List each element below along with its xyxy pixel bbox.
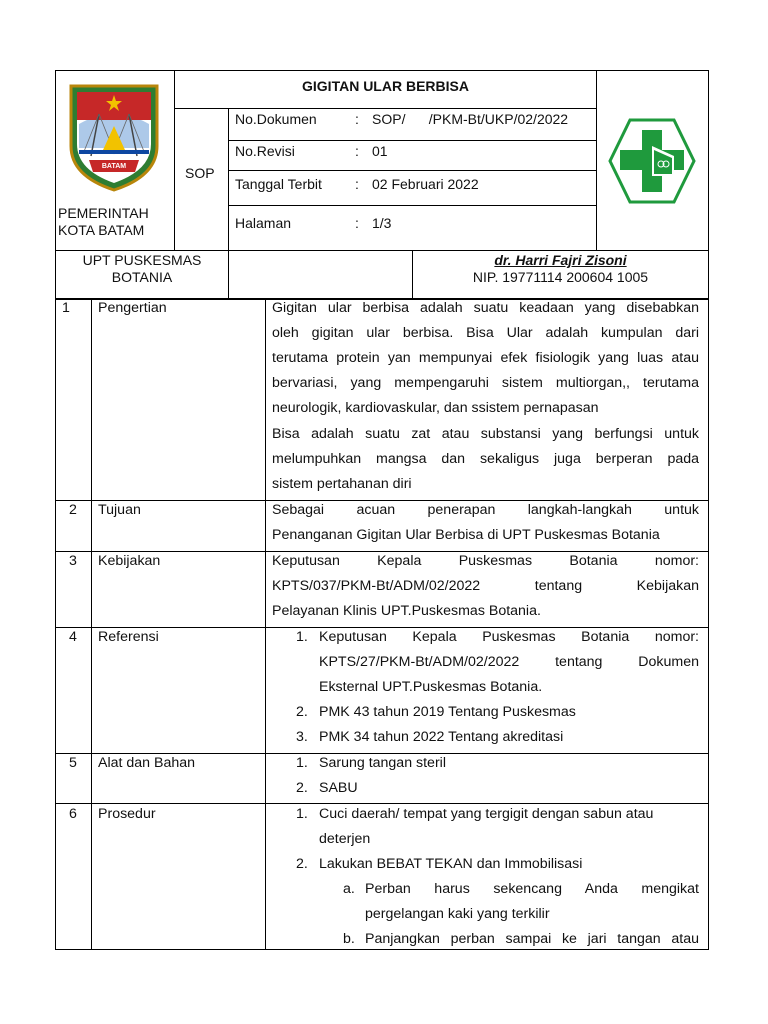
list-item-text: SABU (319, 780, 358, 796)
row-text: KPTS/037/PKM-Bt/ADM/02/2022 tentang Kebijakan (272, 578, 699, 594)
row-title: Alat dan Bahan (98, 755, 196, 771)
list-marker: 3. (296, 729, 308, 745)
field-value-no-dokumen: SOP/ /PKM-Bt/UKP/02/2022 (372, 111, 569, 127)
list-item-text: Lakukan BEBAT TEKAN dan Immobilisasi (319, 856, 583, 872)
row-number: 2 (69, 502, 77, 518)
field-label-tanggal-terbit: Tanggal Terbit (235, 176, 322, 192)
list-item-text: PMK 34 tahun 2022 Tentang akreditasi (319, 729, 564, 745)
field-value-halaman: 1/3 (372, 215, 392, 231)
field-value-no-revisi: 01 (372, 143, 388, 159)
list-item-text: pergelangan kaki yang terkilir (365, 906, 550, 922)
list-marker: 2. (296, 780, 308, 796)
row-number: 6 (69, 806, 77, 822)
row-title: Pengertian (98, 300, 167, 316)
list-marker: 2. (296, 856, 308, 872)
batam-emblem (69, 84, 159, 192)
field-sep: : (355, 111, 359, 127)
list-item-text: deterjen (319, 831, 371, 847)
list-item-text: Perban harus sekencang Anda mengikat (365, 881, 699, 897)
row-text: Gigitan ular berbisa adalah suatu keadaan yang disebabkan (272, 300, 699, 316)
page-title: GIGITAN ULAR BERBISA (302, 78, 469, 94)
row-text: melumpuhkan mangsa dan sekaligus juga berperan pada (272, 451, 699, 467)
list-item-text: KPTS/27/PKM-Bt/ADM/02/2022 tentang Dokumen (319, 654, 699, 670)
row-text: Bisa adalah suatu zat atau substansi yang berfungsi untuk (272, 426, 699, 442)
field-label-no-dokumen: No.Dokumen (235, 111, 317, 127)
list-marker: b. (343, 931, 355, 947)
institution-line-2: KOTA BATAM (58, 222, 145, 238)
signer-name: dr. Harri Fajri Zisoni (494, 252, 627, 268)
list-item-text: Panjangkan perban sampai ke jari tangan atau (365, 931, 699, 947)
list-item-text: PMK 43 tahun 2019 Tentang Puskesmas (319, 704, 576, 720)
list-item-text: Cuci daerah/ tempat yang tergigit dengan sabun atau (319, 806, 654, 822)
field-sep: : (355, 143, 359, 159)
institution-line-1: PEMERINTAH (58, 205, 149, 221)
list-item-text: Sarung tangan steril (319, 755, 446, 771)
row-number: 5 (69, 755, 77, 771)
row-text: Sebagai acuan penerapan langkah-langkah untuk (272, 502, 699, 518)
puskesmas-logo (608, 118, 696, 204)
list-marker: 1. (296, 806, 308, 822)
field-label-no-revisi: No.Revisi (235, 143, 295, 159)
row-text: terutama protein yan mempunyai efek fisiologik yang luas atau (272, 350, 699, 366)
row-text: neurologik, kardiovaskular, dan ssistem pernapasan (272, 400, 599, 416)
signer-nip: NIP. 19771114 200604 1005 (472, 269, 649, 285)
field-sep: : (355, 176, 359, 192)
field-label-halaman: Halaman (235, 215, 292, 231)
unit-line-2: BOTANIA (111, 269, 173, 285)
row-number: 4 (69, 629, 77, 645)
list-marker: 1. (296, 629, 308, 645)
row-text: sistem pertahanan diri (272, 476, 412, 492)
row-number: 3 (69, 553, 77, 569)
field-value-tanggal-terbit: 02 Februari 2022 (372, 176, 479, 192)
row-number: 1 (62, 300, 70, 316)
row-text: Keputusan Kepala Puskesmas Botania nomor: (272, 553, 699, 569)
row-text: oleh gigitan ular berbisa. Bisa Ular adalah kumpulan dari (272, 325, 699, 341)
emblem-text: BATAM (101, 163, 127, 170)
list-item-text: Keputusan Kepala Puskesmas Botania nomor: (319, 629, 699, 645)
row-text: bervariasi, yang mempengaruhi sistem multiorgan,, terutama (272, 375, 699, 391)
row-text: Pelayanan Klinis UPT.Puskesmas Botania. (272, 603, 541, 619)
field-sep: : (355, 215, 359, 231)
row-title: Kebijakan (98, 553, 161, 569)
list-marker: a. (343, 881, 355, 897)
row-title: Prosedur (98, 806, 156, 822)
row-title: Referensi (98, 629, 159, 645)
unit-line-1: UPT PUSKESMAS (82, 252, 202, 268)
doc-type-label: SOP (185, 165, 215, 181)
list-marker: 1. (296, 755, 308, 771)
list-marker: 2. (296, 704, 308, 720)
row-text: Penanganan Gigitan Ular Berbisa di UPT Puskesmas Botania (272, 527, 660, 543)
list-item-text: Eksternal UPT.Puskesmas Botania. (319, 679, 543, 695)
row-title: Tujuan (98, 502, 141, 518)
